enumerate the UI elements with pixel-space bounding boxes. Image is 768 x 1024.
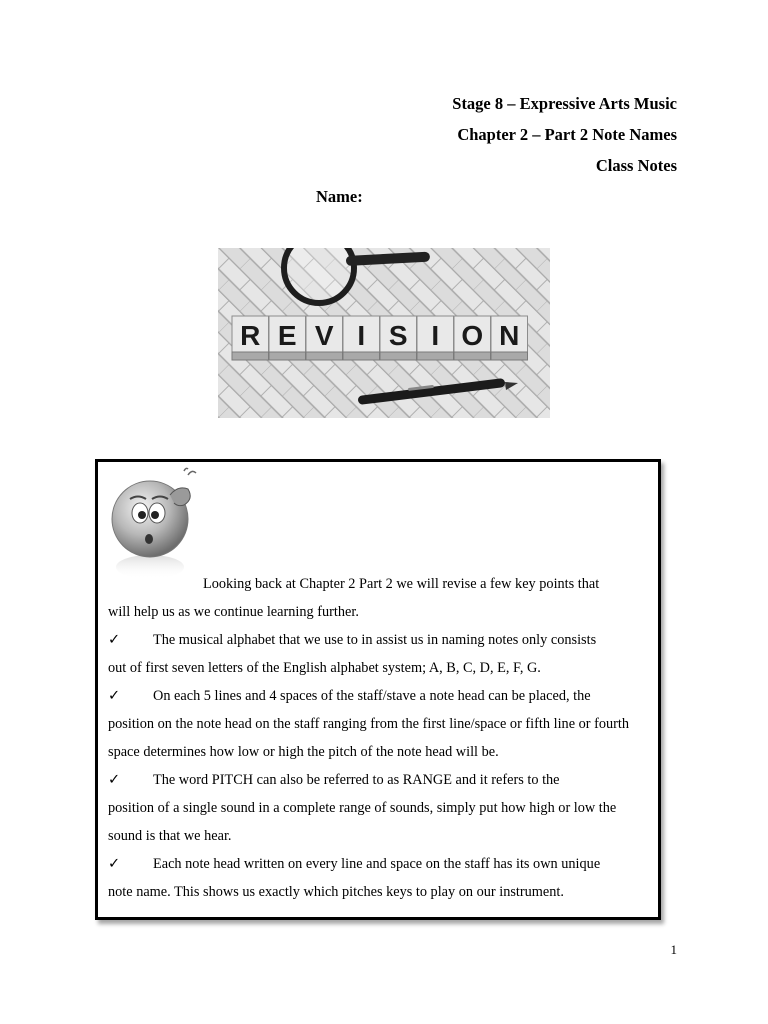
intro-line-1: Looking back at Chapter 2 Part 2 we will revise a few key points that — [203, 576, 600, 592]
point-text-rest: position of a single sound in a complete range of sounds, simply put how high or low the sound is that we hear. — [108, 800, 617, 844]
list-item — [108, 682, 640, 766]
letter-tile — [232, 316, 269, 360]
intro-paragraph — [108, 570, 640, 626]
tile-letter: V — [314, 320, 334, 351]
notes-content — [108, 570, 640, 906]
letter-tile — [491, 316, 528, 360]
tile-letter: I — [431, 320, 440, 351]
name-label: Name: — [316, 187, 363, 206]
letter-tile — [454, 316, 491, 360]
point-text-line1: Each note head written on every line and space on the staff has its own unique — [153, 856, 601, 872]
tile-letter: I — [357, 320, 366, 351]
intro-line-2: will help us as we continue learning further. — [108, 604, 359, 620]
document-subtitle: Class Notes — [595, 156, 677, 175]
check-mark-icon: ✓ — [108, 688, 120, 704]
point-text-line1: On each 5 lines and 4 spaces of the staff/stave a note head can be placed, the — [153, 688, 591, 704]
chapter-title: Chapter 2 – Part 2 Note Names — [457, 125, 677, 144]
point-text-line1: The musical alphabet that we use to in assist us in naming notes only consists — [153, 632, 597, 648]
letter-tile — [417, 316, 454, 360]
page-number: 1 — [670, 942, 677, 957]
revision-image — [218, 248, 550, 418]
point-text-rest: note name. This shows us exactly which pitches keys to play on our instrument. — [108, 884, 564, 900]
tile-letter: R — [240, 320, 261, 351]
document-title: Stage 8 – Expressive Arts Music — [452, 94, 677, 113]
revision-notes-box — [95, 459, 661, 920]
tile-letter: N — [499, 320, 520, 351]
list-item — [108, 850, 640, 906]
point-text-line1: The word PITCH can also be referred to as RANGE and it refers to the — [153, 772, 560, 788]
tile-letter: E — [277, 320, 297, 351]
point-text-rest: position on the note head on the staff ranging from the first line/space or fifth line or fourth space determines how low or high the pitch of the note head will be. — [108, 716, 630, 760]
check-mark-icon: ✓ — [108, 772, 120, 788]
confused-emoji-icon — [108, 467, 202, 585]
letter-tile — [343, 316, 380, 360]
list-item — [108, 626, 640, 682]
check-mark-icon: ✓ — [108, 856, 120, 872]
point-text-rest: out of first seven letters of the English alphabet system; A, B, C, D, E, F, G. — [108, 660, 541, 676]
tile-letter: S — [388, 320, 408, 351]
list-item — [108, 766, 640, 850]
tile-letter: O — [461, 320, 484, 351]
check-mark-icon: ✓ — [108, 632, 120, 648]
letter-tile — [306, 316, 343, 360]
letter-tile — [269, 316, 306, 360]
letter-tile — [380, 316, 417, 360]
